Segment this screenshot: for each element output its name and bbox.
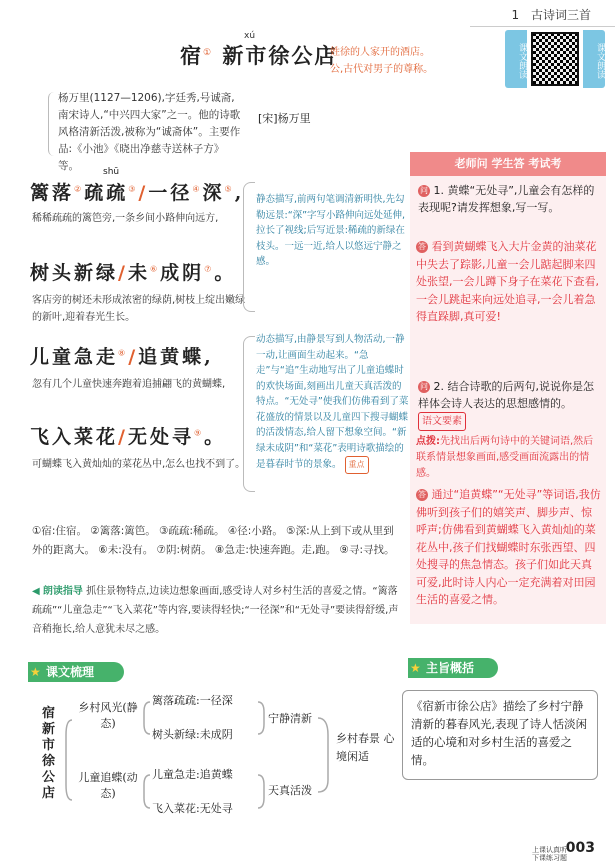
page-title: 宿① 新市徐公店	[180, 43, 338, 68]
header-divider	[470, 26, 615, 27]
map-root: 宿新市徐公店	[42, 706, 56, 801]
main-idea-text: 《宿新市徐公店》描绘了乡村宁静清新的暮春风光,表现了诗人恬淡闲适的心境和对乡村生活的喜爱之情。	[402, 690, 598, 780]
static-description-note: 静态描写,前两句笔调清新明快,先勾勒远景:“深”字写小路伸向远处延伸,拉长了视线;后写近景:稀疏的新绿在枝头。一远一近,给人以悠远宁静之感。	[256, 194, 406, 267]
map-mood: 天真活泼	[268, 784, 312, 797]
translation-2: 客店旁的树还未形成浓密的绿荫,树枝上绽出嫩绿的新叶,迎着春光生长。	[32, 295, 246, 323]
map-item: 篱落疏疏:一径深	[152, 694, 233, 707]
map-conclusion: 乡村春景 心境闲适	[336, 732, 395, 763]
map-item: 树头新绿:未成阴	[152, 728, 233, 741]
map-branch-dynamic: 儿童追蝶(动态)	[78, 771, 138, 800]
answer-2: 答 通过“追黄蝶”“无处寻”等词语,我仿佛听到孩子们的嬉笑声、脚步声、惊呼声;仿佛看到黄蝴蝶飞入黄灿灿的菜花丛中,孩子们找蝴蝶时东张西望、四处搜寻的焦急情态。孩子们如此天真可爱,此时诗人内心一定充满着对田园生活的喜爱之情。	[416, 488, 601, 606]
qr-left-label: 课文朗读	[505, 30, 527, 88]
answer-icon: 答	[418, 490, 426, 499]
footnotes: ①宿:住宿。 ②篱落:篱笆。 ③疏疏:稀疏。 ④径:小路。 ⑤深:从上到下或从里到外的距离大。 ⑥未:没有。 ⑦阴:树荫。 ⑧急走:快速奔跑。走,跑。 ⑨寻:寻找。	[32, 525, 395, 556]
answer-icon: 答	[418, 242, 426, 251]
hint: 点拨:先找出后两句诗中的关键词语,然后联系情景想象画面,感受画面流露出的情感。	[416, 436, 594, 479]
qr-block[interactable]	[505, 30, 605, 88]
translation-1: 稀稀疏疏的篱笆旁,一条乡间小路伸向远方,	[32, 213, 219, 224]
author-bio: 杨万里(1127—1206),字廷秀,号诚斋,南宋诗人,“中兴四大家”之一。他的诗歌风格清新活泼,被称为“诚斋体”。主要作品:《小池》《晓出净慈寺送林子方》等。	[58, 92, 241, 172]
map-branch-static: 乡村风光(静态)	[78, 701, 138, 730]
qa-panel-header: 老师问 学生答 考试考	[410, 152, 606, 176]
question-1: 问 1. 黄蝶“无处寻”,儿童会有怎样的表现呢?请发挥想象,写一写。	[418, 184, 595, 214]
chapter-title: 古诗词三首	[530, 8, 591, 22]
translation-3: 忽有几个儿童快速奔跑着追捕翩飞的黄蝴蝶,	[32, 379, 226, 390]
poem-line-1: 篱落②疏疏③/一径④深⑤,	[30, 182, 245, 204]
poem-line-4: 飞入菜花/无处寻⑨。	[30, 426, 227, 448]
map-item: 儿童急走:追黄蝶	[152, 768, 233, 781]
question-2: 问 2. 结合诗歌的后两句,说说你是怎样体会诗人表达的思想感情的。 语文要素	[418, 378, 602, 431]
map-item: 飞入菜花:无处寻	[152, 802, 233, 815]
author-dynasty: [宋]杨万里	[258, 112, 311, 125]
question-icon: 问	[420, 382, 428, 391]
speaker-icon: ◀	[32, 586, 40, 597]
page-number: 003	[565, 840, 595, 856]
static-note-brace	[243, 182, 255, 312]
footer-slogan: 上课认真听 下课练习题	[532, 846, 567, 862]
poem-line-3: 儿童急走⑧/追黄蝶,	[30, 346, 214, 368]
text-outline-header: ★ 课文梳理	[28, 662, 124, 682]
key-point-tag: 重点	[345, 456, 369, 474]
qr-code-icon[interactable]	[531, 32, 579, 86]
language-element-badge: 语文要素	[418, 412, 466, 431]
title-pinyin: xú	[244, 31, 256, 41]
answer-1: 答 看到黄蝴蝶飞入大片金黄的油菜花中失去了踪影,儿童一会儿踮起脚来四处张望,一会儿蹲下身子在菜花下查看,一会儿跳起来向远处追寻,一会儿着急得直跺脚,真可爱!	[416, 240, 599, 323]
qr-right-label: 课文朗读	[583, 30, 605, 88]
author-brace	[48, 92, 54, 156]
chapter-number: 1	[511, 8, 520, 22]
map-mood: 宁静清新	[268, 712, 312, 725]
reading-guide: ◀ 朗读指导 抓住景物特点,边读边想象画面,感受诗人对乡村生活的喜爱之情。“篱落疏疏”“儿童急走”“飞入菜花”等内容,要读得轻快;“一径深”和“无处寻”要读得舒缓,声音稍拖长,给人意犹未尽之感。	[32, 586, 399, 635]
poem-line-2: 树头新绿/未⑥成阴⑦。	[30, 262, 237, 284]
question-icon: 问	[420, 186, 428, 195]
star-icon: ★	[30, 665, 41, 679]
star-icon: ★	[410, 661, 421, 675]
title-note: 姓徐的人家开的酒店。 公,古代对男子的尊称。	[330, 47, 434, 75]
translation-4: 可蝴蝶飞入黄灿灿的菜花丛中,怎么也找不到了。	[32, 459, 246, 470]
poem-pinyin: shū	[103, 167, 120, 177]
dynamic-description-note: 动态描写,由静景写到人物活动,一静一动,让画面生动起来。“急走”与“追”生动地写出了儿童追蝶时的欢快场面,刻画出儿童天真活泼的特点。“无处寻”使我们仿佛看到了菜花盛放的情景以及儿童四下搜寻蝴蝶的活泼情态,给人留下想象空间。“新绿未成阴”和“菜花”表明诗歌描绘的是暮春时节的景象。 重点	[256, 332, 411, 474]
dynamic-note-brace	[243, 336, 255, 492]
main-idea-header: ★ 主旨概括	[408, 658, 498, 678]
chapter-header	[512, 6, 591, 23]
